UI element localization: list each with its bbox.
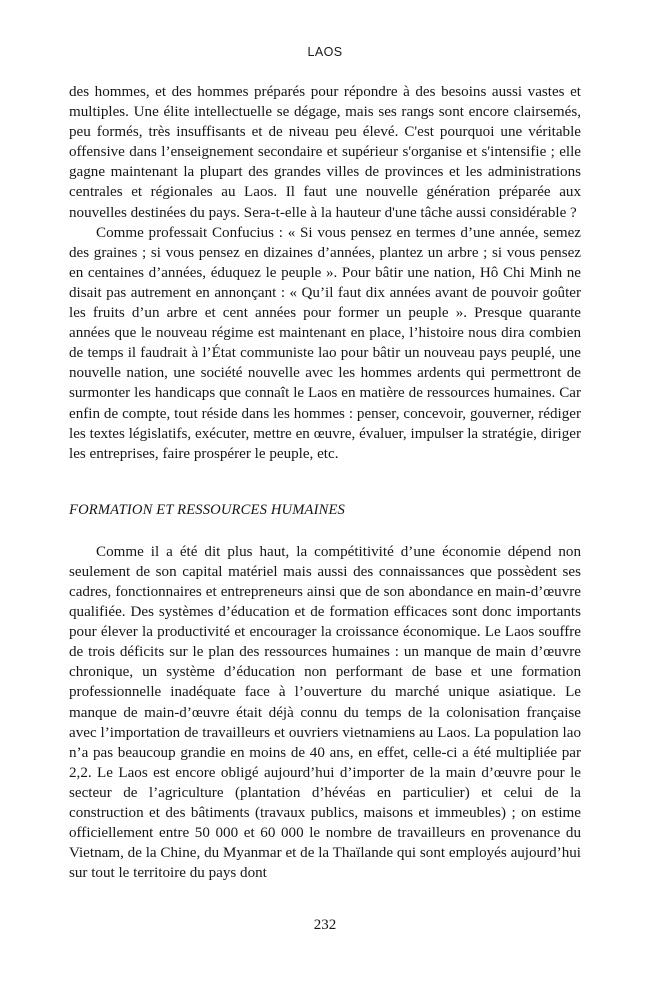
spacer-before-heading [69,464,581,500]
paragraph-continuation: des hommes, et des hommes préparés pour répondre à des besoins aussi vastes et multiples. Une élite intellectuelle se dégage, mais ses rangs sont encore clairsemés, peu formés, très insuffisants et de niveau peu élevé. C'est pourquoi une véritable offensive dans l’enseignement secondaire et supérieur s'organise et s'intensifie ; elle gagne maintenant la plupart des grandes villes de provinces et les administrations centrales et régionales au Laos. Il faut une nouvelle génération préparée aux nouvelles destinées du pays. Sera-t-elle à la hauteur d'une tâche aussi considérable ? [69,84,581,221]
page-number: 232 [313,917,337,933]
paragraph-confucius: Comme professait Confucius : « Si vous pensez en termes d’une année, semez des graines ; si vous pensez en dizaines d’années, plantez un arbre ; si vous pensez en centaines d’années, éduquez le peuple ». Pour bâtir une nation, Hô Chi Minh ne disait pas autrement en annonçant : « Qu’il faut dix années avant de pouvoir goûter les fruits d’un arbre et cent années pour former un peuple ». Presque quarante années que le nouveau régime est maintenant en place, l’histoire nous dira combien de temps il faudrait à l’État communiste lao pour bâtir un nouveau pays peuplé, une nouvelle nation, une société nouvelle avec les hommes ardents qui permettront de surmonter les handicaps que connaît le Laos en matière de ressources humaines. Car enfin de compte, tout réside dans les hommes : penser, concevoir, gouverner, rédiger les textes législatifs, exécuter, mettre en œuvre, évaluer, impulser la stratégie, diriger les entreprises, faire prospérer le peuple, etc. [69,224,581,462]
text-column [69,82,581,883]
running-head: LAOS [307,45,343,59]
spacer-after-heading [69,520,581,542]
section-heading: FORMATION ET RESSOURCES HUMAINES [69,501,345,518]
paragraph-human-resources: Comme il a été dit plus haut, la compétitivité d’une économie dépend non seulement de son capital matériel mais aussi des connaissances que possèdent ses cadres, fonctionnaires et entrepreneurs ainsi que de son abondance en main-d’œuvre qualifiée. Des systèmes d’éducation et de formation efficaces sont donc importants pour élever la productivité et encourager la croissance économique. Le Laos souffre de trois déficits sur le plan des ressources humaines : un manque de main d’œuvre chronique, un système d’éducation non performant de base et une formation professionnelle inadéquate face à l’ouverture du marché unique asiatique. Le manque de main-d’œuvre était déjà connu du temps de la colonisation française avec l’importation de travailleurs et ouvriers vietnamiens au Laos. La population lao n’a pas beaucoup grandie en moins de 40 ans, en effet, celle-ci a été multipliée par 2,2. Le Laos est encore obligé aujourd’hui d’importer de la main d’œuvre pour le secteur de l’agriculture (plantation d’hévéas en particulier) et celui de la construction et des bâtiments (travaux publics, maisons et immeubles) ; on estime officiellement entre 50 000 et 60 000 le nombre de travailleurs en provenance du Vietnam, de la Chine, du Myanmar et de la Thaïlande qui sont employés aujourd’hui sur tout le territoire du pays dont [69,543,581,882]
